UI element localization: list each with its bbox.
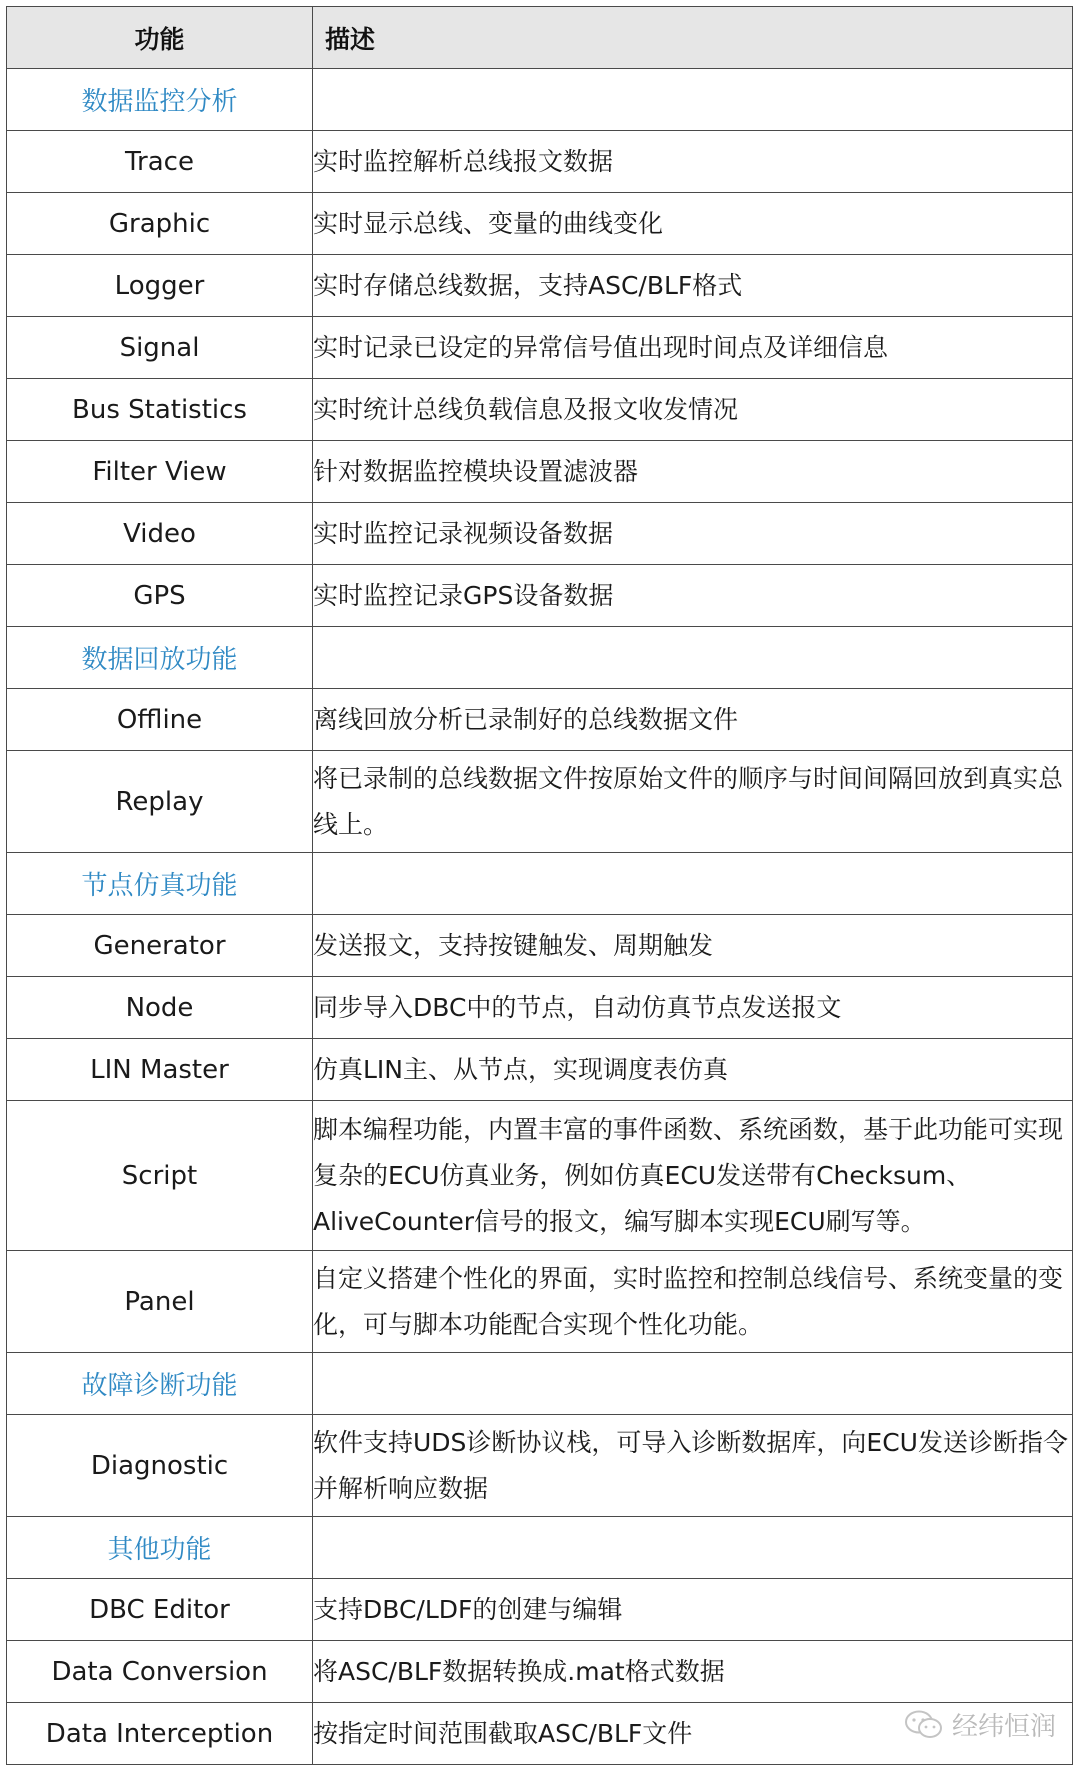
table-row: [7, 255, 1073, 317]
table-row: [7, 1039, 1073, 1101]
table-row: [7, 1251, 1073, 1353]
feature-name: Trace: [7, 131, 313, 193]
feature-description: 软件支持UDS诊断协议栈，可导入诊断数据库，向ECU发送诊断指令并解析响应数据: [313, 1415, 1073, 1517]
table-row: [7, 565, 1073, 627]
feature-name: Data Conversion: [7, 1641, 313, 1703]
table-row: [7, 915, 1073, 977]
feature-description: 将已录制的总线数据文件按原始文件的顺序与时间间隔回放到真实总线上。: [313, 751, 1073, 853]
header-description: 描述: [313, 7, 1073, 69]
feature-description: 自定义搭建个性化的界面，实时监控和控制总线信号、系统变量的变化，可与脚本功能配合实现个性化功能。: [313, 1251, 1073, 1353]
feature-description: 脚本编程功能，内置丰富的事件函数、系统函数，基于此功能可实现复杂的ECU仿真业务，例如仿真ECU发送带有Checksum、AliveCounter信号的报文，编写脚本实现ECU刷写等。: [313, 1101, 1073, 1251]
feature-name: Data Interception: [7, 1703, 313, 1765]
feature-description: 同步导入DBC中的节点，自动仿真节点发送报文: [313, 977, 1073, 1039]
feature-name: LIN Master: [7, 1039, 313, 1101]
feature-description: 实时显示总线、变量的曲线变化: [313, 193, 1073, 255]
feature-name: Panel: [7, 1251, 313, 1353]
feature-name: Offline: [7, 689, 313, 751]
category-row: [7, 1353, 1073, 1415]
category-label: 故障诊断功能: [7, 1353, 313, 1415]
feature-description: 针对数据监控模块设置滤波器: [313, 441, 1073, 503]
wechat-icon: [904, 1709, 944, 1741]
category-row: [7, 853, 1073, 915]
watermark-text: 经纬恒润: [951, 1712, 1056, 1742]
table-row: [7, 1415, 1073, 1517]
table-row: [7, 1101, 1073, 1251]
category-empty-cell: [313, 1517, 1073, 1579]
feature-description: 按指定时间范围截取ASC/BLF文件: [313, 1703, 1073, 1765]
table-body: [7, 69, 1073, 1765]
category-row: [7, 1517, 1073, 1579]
feature-description: 发送报文，支持按键触发、周期触发: [313, 915, 1073, 977]
feature-description: 将ASC/BLF数据转换成.mat格式数据: [313, 1641, 1073, 1703]
table-row: [7, 379, 1073, 441]
category-label: 其他功能: [7, 1517, 313, 1579]
table-row: [7, 1579, 1073, 1641]
feature-name: Script: [7, 1101, 313, 1251]
feature-description: 支持DBC/LDF的创建与编辑: [313, 1579, 1073, 1641]
table-row: [7, 193, 1073, 255]
category-label: 节点仿真功能: [7, 853, 313, 915]
feature-description: 实时存储总线数据，支持ASC/BLF格式: [313, 255, 1073, 317]
feature-name: Video: [7, 503, 313, 565]
feature-name: Replay: [7, 751, 313, 853]
feature-description: 仿真LIN主、从节点，实现调度表仿真: [313, 1039, 1073, 1101]
feature-description: 实时监控记录视频设备数据: [313, 503, 1073, 565]
table-row: [7, 751, 1073, 853]
feature-description: 离线回放分析已录制好的总线数据文件: [313, 689, 1073, 751]
category-label: 数据回放功能: [7, 627, 313, 689]
table-row: [7, 441, 1073, 503]
category-row: [7, 627, 1073, 689]
feature-name: Generator: [7, 915, 313, 977]
feature-name: GPS: [7, 565, 313, 627]
feature-description: 实时监控记录GPS设备数据: [313, 565, 1073, 627]
category-empty-cell: [313, 69, 1073, 131]
table-row: [7, 689, 1073, 751]
category-empty-cell: [313, 1353, 1073, 1415]
table-row: [7, 317, 1073, 379]
category-row: [7, 69, 1073, 131]
feature-description: 实时统计总线负载信息及报文收发情况: [313, 379, 1073, 441]
feature-description: 实时记录已设定的异常信号值出现时间点及详细信息: [313, 317, 1073, 379]
feature-table: [6, 6, 1073, 1765]
table-row: [7, 977, 1073, 1039]
feature-name: Signal: [7, 317, 313, 379]
feature-name: Diagnostic: [7, 1415, 313, 1517]
feature-name: DBC Editor: [7, 1579, 313, 1641]
watermark: [904, 1706, 1056, 1743]
table-header-row: [7, 7, 1073, 69]
category-empty-cell: [313, 627, 1073, 689]
header-function: 功能: [7, 7, 313, 69]
category-empty-cell: [313, 853, 1073, 915]
table-row: [7, 131, 1073, 193]
feature-description: 实时监控解析总线报文数据: [313, 131, 1073, 193]
feature-name: Filter View: [7, 441, 313, 503]
feature-name: Graphic: [7, 193, 313, 255]
feature-name: Logger: [7, 255, 313, 317]
table-row: [7, 1641, 1073, 1703]
feature-name: Node: [7, 977, 313, 1039]
category-label: 数据监控分析: [7, 69, 313, 131]
feature-name: Bus Statistics: [7, 379, 313, 441]
table-row: [7, 503, 1073, 565]
